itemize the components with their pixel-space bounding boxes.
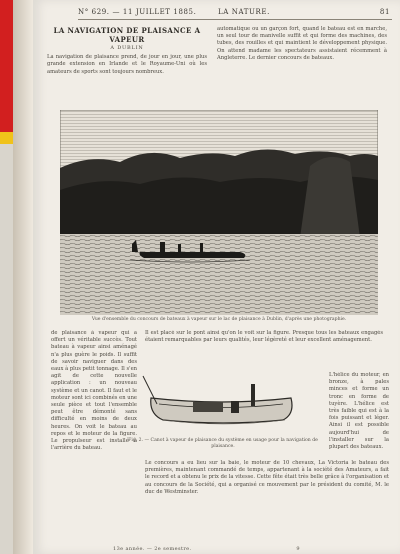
- figure-1-caption: Vue d'ensemble du concours de bateaux à vapeur sur le lac de plaisance à Dublin, d'après une photographie.: [91, 317, 347, 322]
- article-column-2-top: [217, 26, 387, 106]
- column-2-paragraph: automatique ou un garçon fort, quand le bateau est en marche, un seul tour de manivelle suffit et qui forme des machines, des tubes, des rouilles et qui maintient le développement physique. On attend madame les spectateurs assistaient récemment à Angleterre. Le dernier concours de bateaux.: [217, 26, 387, 61]
- signature-mark: 9: [296, 546, 300, 552]
- running-header: [78, 7, 392, 20]
- article-column-right-bottom: [145, 460, 389, 522]
- right-side-paragraph: L'hélice du moteur, en bronze, à pales minces et forme un tronc en forme de tuyère. L'hélice est très faible qui est à la fois puissant et léger. Ainsi il est possible aujourd'hui de l'installer sur la plupart des bateaux.: [329, 372, 389, 451]
- article-column-right-side: [329, 372, 389, 458]
- lake-engraving-image: [60, 110, 378, 315]
- journal-name: LA NATURE.: [218, 8, 270, 16]
- volume-info: 13e année. — 2e semestre.: [113, 546, 192, 552]
- right-top-paragraph: Il est placé sur le pont ainsi qu'on le voit sur la figure. Presque tous les bateaux engagés étaient remarquables par leurs qualités, leur légèreté et leur excellent aménagement.: [145, 330, 383, 344]
- lake-engraving-figure: [60, 110, 378, 315]
- journal-page: [33, 0, 400, 554]
- red-tab: [0, 0, 13, 132]
- boat-engraving-image: [123, 368, 323, 438]
- article-title: LA NAVIGATION DE PLAISANCE A VAPEUR: [53, 26, 201, 44]
- intro-paragraph: La navigation de plaisance prend, de jour en jour, une plus grande extension en Irlande et le Royaume-Uni où les amateurs de sports sont toujours nombreux.: [47, 54, 207, 75]
- issue-date: N° 629. — 11 JUILLET 1885.: [78, 8, 197, 16]
- article-column-right-top: [145, 330, 383, 364]
- book-spine: [13, 0, 33, 554]
- yellow-tab: [0, 132, 13, 144]
- page-number: 81: [379, 8, 390, 16]
- steam-boat-shape: [140, 252, 246, 258]
- article-intro-column: [47, 26, 207, 106]
- left-bottom-paragraph: de plaisance à vapeur qui a offert un véritable succès. Tout bateau à vapeur ainsi aménagé n'a plus guère le poids. Il suffit de savoir naviguer dans des eaux à plus petit tonnage. Il s'en agit de cette nouvelle application : un nouveau système et un canot. Il faut et le moteur sont ici combinés en une seule pièce et tout l'ensemble peut être démonté sans difficulté en moins de deux heures. On voit le bateau au repos et le moteur de la figure. Le propulseur est installé à l'arrière du bateau.: [51, 330, 137, 452]
- figure-2-caption: Fig. 2. — Canot à vapeur de plaisance du système en usage pour la navigation de plaisance.: [128, 438, 318, 449]
- boat-engraving-figure: [123, 368, 323, 438]
- article-byline: A DUBLIN: [110, 45, 144, 51]
- right-bottom-paragraph: Le concours a eu lieu sur la baie, le moteur de 10 chevaux, La Victoria le bateau des premières, maintenant commandé de temps, appartenant à la société des Amateurs, a fait le record et a obtenu le prix de la vitesse. Cette fête était très belle grâce à l'organisation et au concours de la Société, qui a organisé ce mouvement par le président du comité, M. le duc de Westminster.: [145, 460, 389, 495]
